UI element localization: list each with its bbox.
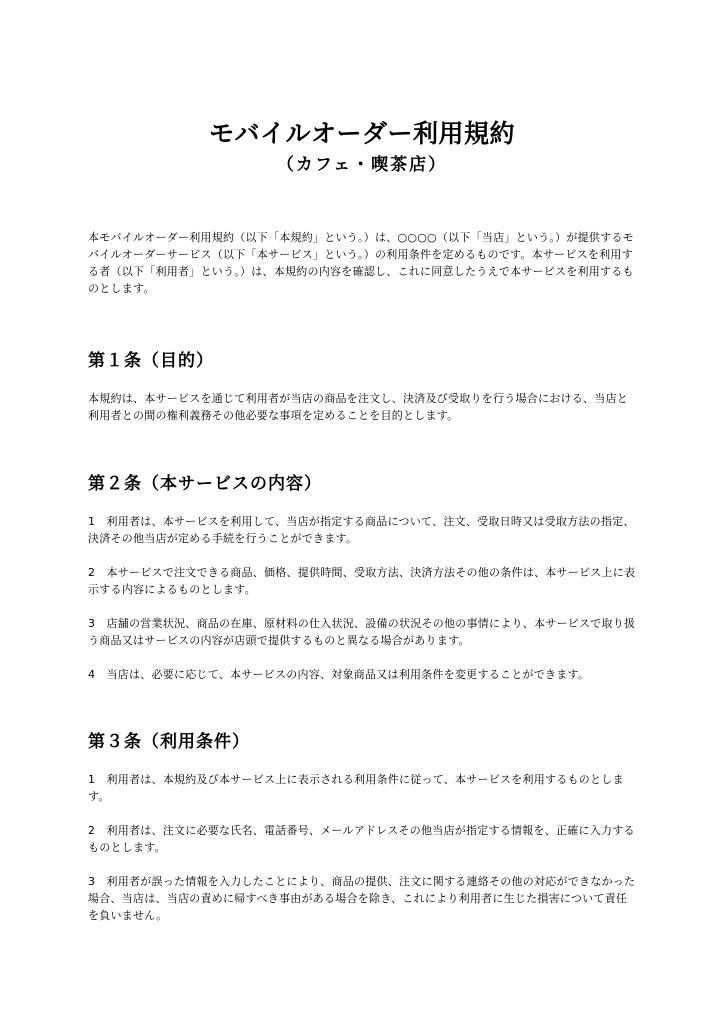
article-paragraph: 本規約は、本サービスを通じて利用者が当店の商品を注文し、決済及び受取りを行う場合における、当店と利用者との間の権利義務その他必要な事項を定めることを目的とします。	[88, 392, 628, 422]
article-paragraph: 1 利用者は、本サービスを利用して、当店が指定する商品について、注文、受取日時又は受取方法の指定、決済その他当店が定める手続を行うことができます。	[88, 515, 635, 545]
article-3	[88, 730, 636, 924]
intro-paragraph: 本モバイルオーダー利用規約（以下「本規約」という。）は、○○○○（以下「当店」という。）が提供するモバイルオーダーサービス（以下「本サービス」という。）の利用条件を定めるものです。本サービスを利用する者（以下「利用者」という。）は、本規約の内容を確認し、これに同意したうえで本サービスを利用するものとします。	[88, 231, 634, 295]
article-2	[88, 472, 636, 683]
article-heading: 第３条（利用条件）	[88, 732, 250, 752]
article-paragraph: 3 店舗の営業状況、商品の在庫、原材料の仕入状況、設備の状況その他の事情により、本サービスで取り扱う商品又はサービスの内容が店頭で提供するものと異なる場合があります。	[88, 617, 636, 647]
document-title: モバイルオーダー利用規約	[208, 119, 515, 148]
article-1	[88, 349, 636, 424]
article-paragraph: 2 本サービスで注文できる商品、価格、提供時間、受取方法、決済方法その他の条件は、本サービス上に表示する内容によるものとします。	[88, 566, 636, 596]
article-paragraph: 3 利用者が誤った情報を入力したことにより、商品の提供、注文に関する連絡その他の対応ができなかった場合、当店は、当店の責めに帰すべき事由がある場合を除き、これにより利用者に生じた損害について責任を負いません。	[88, 875, 636, 922]
article-heading: 第１条（目的）	[88, 351, 214, 371]
document-subtitle: （カフェ・喫茶店）	[276, 155, 448, 175]
article-heading: 第２条（本サービスの内容）	[88, 474, 322, 494]
article-paragraph: 2 利用者は、注文に必要な氏名、電話番号、メールアドレスその他当店が指定する情報を、正確に入力するものとします。	[88, 824, 635, 854]
article-paragraph: 1 利用者は、本規約及び本サービス上に表示される利用条件に従って、本サービスを利用するものとします。	[88, 773, 624, 803]
intro-section	[88, 229, 636, 297]
article-paragraph: 4 当店は、必要に応じて、本サービスの内容、対象商品又は利用条件を変更することができます。	[88, 668, 590, 681]
